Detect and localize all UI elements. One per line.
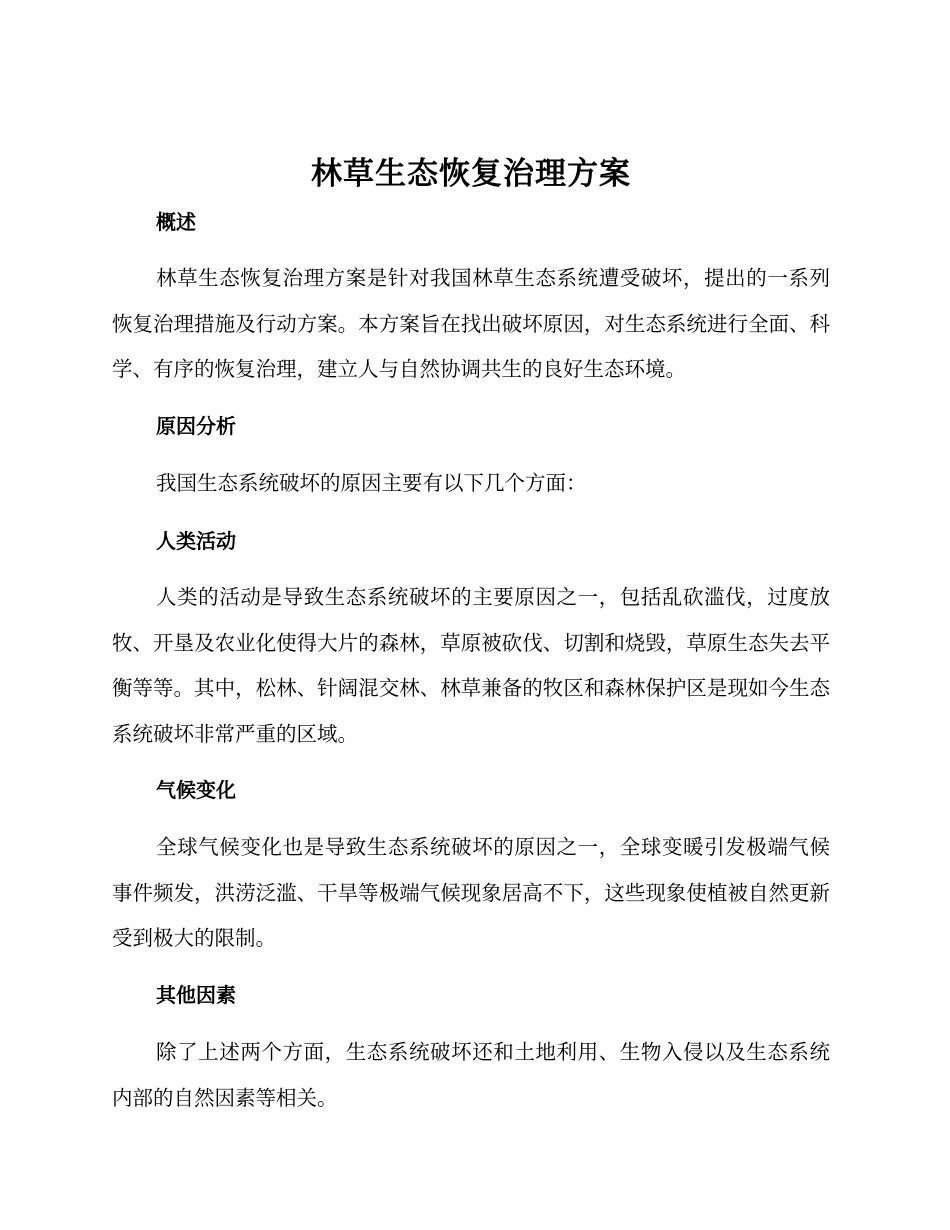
section-heading-cause-analysis: 原因分析 xyxy=(156,414,236,438)
section-heading-other-factors: 其他因素 xyxy=(156,983,236,1007)
section-heading-climate-change: 气候变化 xyxy=(156,778,236,802)
section-heading-overview: 概述 xyxy=(156,210,196,234)
section-heading-human-activity: 人类活动 xyxy=(156,529,236,553)
paragraph-human-activity: 人类的活动是导致生态系统破坏的主要原因之一，包括乱砍滥伐，过度放牧、开垦及农业化使得大片的森林，草原被砍伐、切割和烧毁，草原生态失去平衡等等。其中，松林、针阔混交林、林草兼备的牧区和森林保护区是现如今生态系统破坏非常严重的区域。 xyxy=(112,585,830,746)
document-title: 林草生态恢复治理方案 xyxy=(311,156,631,192)
paragraph-cause-analysis: 我国生态系统破坏的原因主要有以下几个方面： xyxy=(156,471,587,495)
paragraph-overview: 林草生态恢复治理方案是针对我国林草生态系统遭受破坏，提出的一系列恢复治理措施及行动方案。本方案旨在找出破坏原因，对生态系统进行全面、科学、有序的恢复治理，建立人与自然协调共生的良好生态环境。 xyxy=(112,266,830,381)
paragraph-climate-change: 全球气候变化也是导致生态系统破坏的原因之一，全球变暖引发极端气候事件频发，洪涝泛滥、干旱等极端气候现象居高不下，这些现象使植被自然更新受到极大的限制。 xyxy=(112,835,830,950)
paragraph-other-factors: 除了上述两个方面，生态系统破坏还和土地利用、生物入侵以及生态系统内部的自然因素等相关。 xyxy=(112,1040,830,1110)
